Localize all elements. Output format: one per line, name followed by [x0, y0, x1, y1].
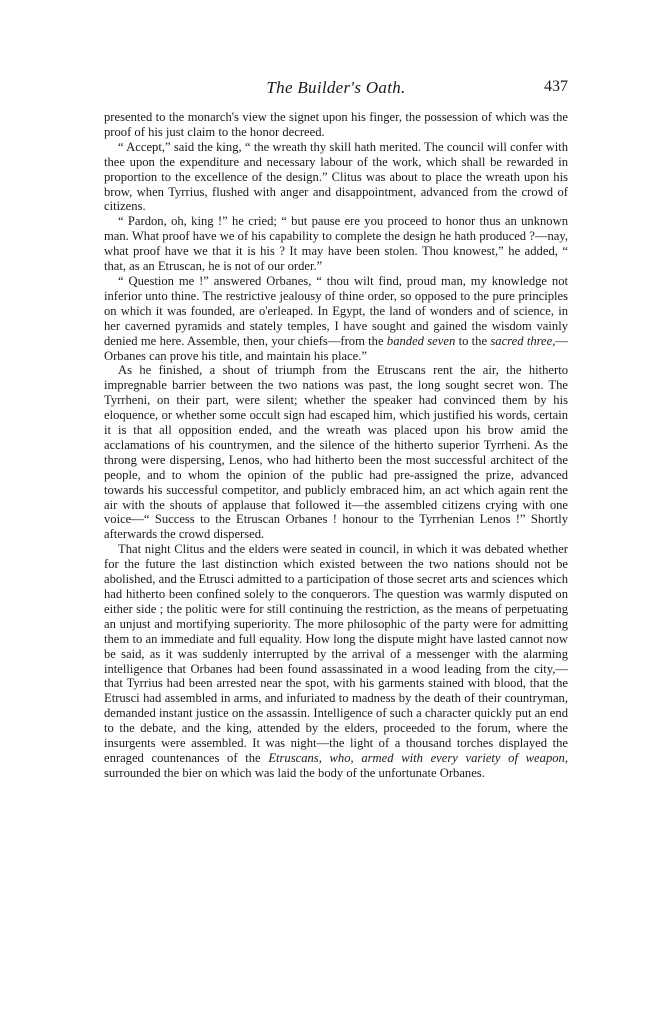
text-run: presented to the monarch's view the signet upon his finger, the possession of which was the proof of his just claim to the honor decreed.	[104, 110, 568, 139]
paragraph	[104, 214, 568, 274]
italic-text-run: Etruscans, who, armed with every variety of weapon,	[268, 750, 568, 765]
running-title: The Builder's Oath.	[266, 78, 406, 97]
paragraph	[104, 542, 568, 781]
text-run: As he finished, a shout of triumph from the Etruscans rent the air, the hitherto impregnable barrier between the two nations was past, the long sought secret won. The Tyrrheni, on their part, were silent; whether the speaker had convinced them by his eloquence, or whether some occult sign had escaped him, which justified his words, certain it is that all opposition ended, and the wreath was placed upon his brow amid the acclamations of his countrymen, and the silence of the hitherto superior Tyrrheni. As the throng were dispersing, Lenos, who had hitherto been the most successful architect of the people, and to whom the opinion of the public had pre-assigned the prize, advanced towards his successful competitor, and publicly embraced him, an act which again rent the air with the shouts of applause that followed it—the assembled citizens crying with one voice—“ Success to the Etruscan Orbanes ! honour to the Tyrrhenian Lenos !” Shortly afterwards the crowd dispersed.	[104, 363, 568, 542]
text-run: “ Question me !” answered Orbanes, “ thou wilt find, proud man, my knowledge not inferior unto thine. The restrictive jealousy of thine order, so opposed to the pure principles on which it was founded, are o'erleaped. In Egypt, the land of wonders and of science, in her caverned pyramids and stately temples, I have sought and gained the wisdom vainly denied me here. Assemble, then, your chiefs—from the	[104, 273, 568, 348]
text-run: “ Accept,” said the king, “ the wreath thy skill hath merited. The council will confer with thee upon the expenditure and necessary labour of the work, which shall be rewarded in proportion to the excellence of the design.” Clitus was about to place the wreath upon his brow, when Tyrrius, flushed with anger and disappointment, advanced from the crowd of citizens.	[104, 139, 568, 214]
text-run: “ Pardon, oh, king !” he cried; “ but pause ere you proceed to honor thus an unknown man. What proof have we of his capability to complete the design he hath produced ?—nay, what proof have we that it is his ? It may have been stolen. Thou knowest,” he added, “ that, as an Etruscan, he is not of our order.”	[104, 214, 568, 274]
page-header	[104, 76, 568, 102]
paragraph	[104, 363, 568, 542]
text-run: surrounded the bier on which was laid the body of the unfortunate Orbanes.	[104, 765, 485, 780]
body-text	[104, 110, 568, 781]
text-run: to the	[455, 333, 491, 348]
italic-text-run: banded seven	[386, 333, 456, 348]
book-page	[104, 76, 568, 781]
page-number: 437	[544, 78, 568, 95]
paragraph	[104, 274, 568, 363]
italic-text-run: sacred three,	[490, 333, 556, 348]
text-run: —Orbanes can prove his title, and maintain his place.”	[104, 333, 568, 363]
paragraph	[104, 110, 568, 140]
paragraph	[104, 140, 568, 215]
text-run: That night Clitus and the elders were seated in council, in which it was debated whether for the future the last distinction which existed between the two nations should not be abolished, and the Etrusci admitted to a participation of those secret arts and sciences which had hitherto been confined solely to the conquerors. The question was warmly disputed on either side ; the politic were for still continuing the restriction, as the means of perpetuating an unjust and mortifying superiority. The more philosophic of the party were for admitting them to an immediate and full equality. How long the dispute might have lasted cannot now be said, as it was suddenly interrupted by the arrival of a messenger with the alarming intelligence that Orbanes had been found assassinated in a wood leading from the city,—that Tyrrius had been arrested near the spot, with his garments stained with blood, that the Etrusci had assembled in arms, and infuriated to madness by the death of their countryman, demanded instant justice on the assassin. Intelligence of such a character quickly put an end to the debate, and the king, attended by the elders, proceeded to the forum, where the insurgents were assembled. It was night—the light of a thousand torches displayed the enraged countenances of the	[104, 542, 568, 765]
